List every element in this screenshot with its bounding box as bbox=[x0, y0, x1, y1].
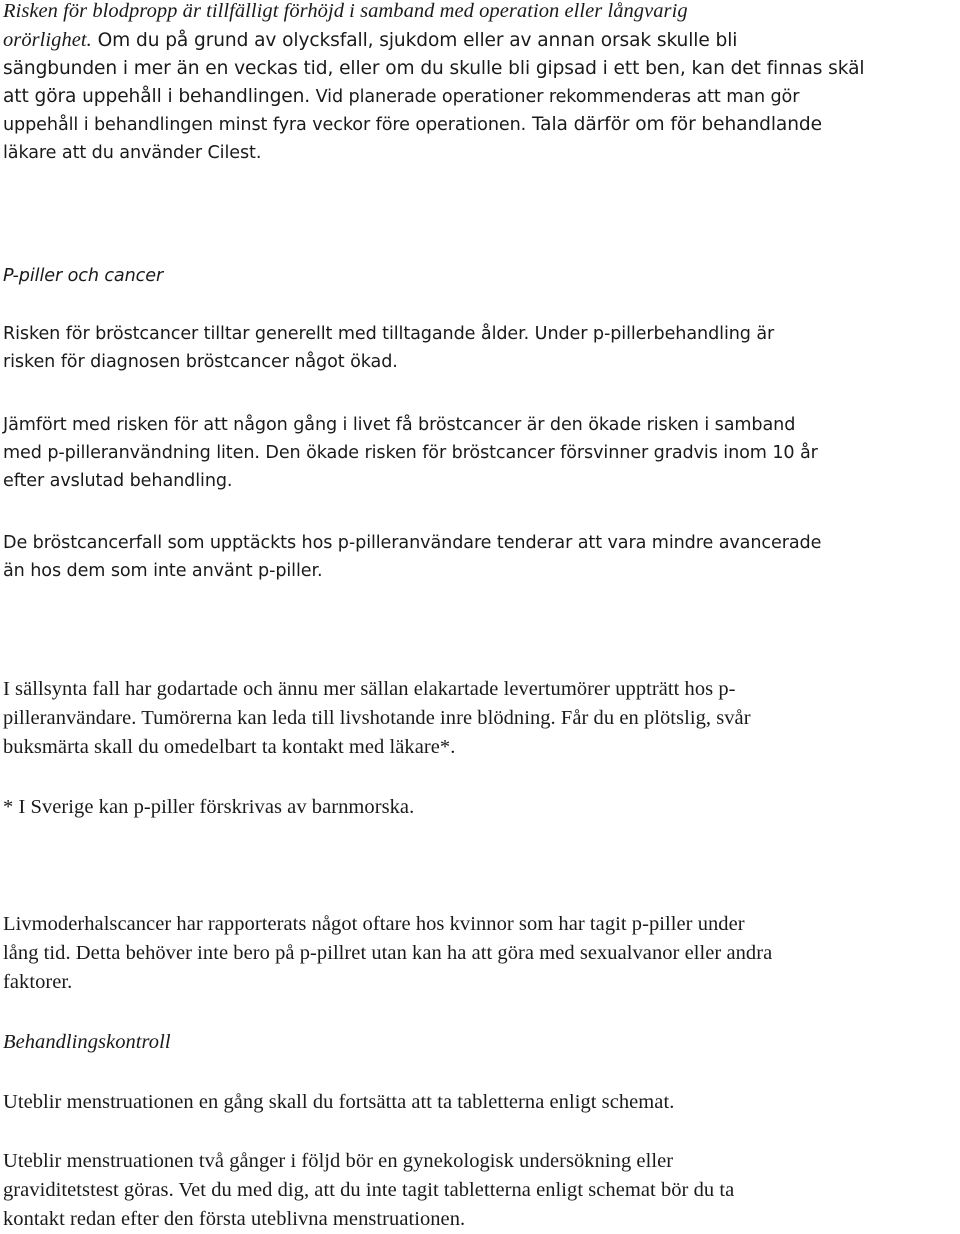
cancer-paragraph-1 bbox=[3, 320, 955, 376]
cervical-line-3: faktorer. bbox=[3, 971, 73, 993]
intro-line-2 bbox=[3, 26, 955, 55]
cancer-paragraph-2 bbox=[3, 411, 955, 495]
intro-line-5 bbox=[3, 111, 955, 139]
control-p2-line-1: Uteblir menstruationen två gånger i följd bör en gynekologisk undersökning eller bbox=[3, 1150, 674, 1172]
cervical-line-1: Livmoderhalscancer har rapporterats något oftare hos kvinnor som har tagit p-piller under bbox=[3, 913, 745, 935]
intro-line-5-rest: Tala därför om för behandlande bbox=[526, 114, 822, 135]
intro-line-6: läkare att du använder Cilest. bbox=[3, 143, 262, 163]
cervical-line-2: lång tid. Detta behöver inte bero på p-pillret utan kan ha att göra med sexualvanor eller andra bbox=[3, 942, 773, 964]
cancer-p1-line-2: risken för diagnosen bröstcancer något ökad. bbox=[3, 352, 398, 372]
cervical-paragraph bbox=[3, 910, 955, 997]
cancer-p3-line-2: än hos dem som inte använt p-piller. bbox=[3, 561, 323, 581]
cancer-p1-line-1-start: Risken för bröstcancer tilltar generellt med tilltagande ålder. bbox=[3, 324, 530, 344]
cancer-p2-line-2-rest: Den ökade risken för bröstcancer försvinner gradvis inom 10 år bbox=[259, 443, 818, 463]
intro-paragraph bbox=[3, 0, 955, 167]
section-heading-control: Behandlingskontroll bbox=[3, 1031, 171, 1053]
section-heading-cancer: P-piller och cancer bbox=[3, 266, 164, 286]
cancer-p2-line-1: Jämfört med risken för att någon gång i livet få bröstcancer är den ökade risken i samband bbox=[3, 415, 796, 435]
cancer-p1-line-1-rest: Under p-pillerbehandling är bbox=[529, 324, 775, 344]
cancer-p2-line-3: efter avslutad behandling. bbox=[3, 471, 233, 491]
liver-paragraph bbox=[3, 675, 955, 762]
intro-line-4 bbox=[3, 83, 955, 111]
control-p2-line-2: graviditetstest göras. Vet du med dig, att du inte tagit tabletterna enligt schemat bör du ta bbox=[3, 1179, 735, 1201]
intro-line-4-rest: Vid planerade operationer rekommenderas att man gör bbox=[310, 87, 800, 107]
cancer-p3-line-1: De bröstcancerfall som upptäckts hos p-pilleranvändare tenderar att vara mindre avancerade bbox=[3, 533, 822, 553]
intro-line-5-start: uppehåll i behandlingen minst fyra veckor före operationen. bbox=[3, 115, 527, 135]
liver-line-1: I sällsynta fall har godartade och ännu mer sällan elakartade levertumörer uppträtt hos p- bbox=[3, 678, 736, 700]
control-paragraph-1: Uteblir menstruationen en gång skall du fortsätta att ta tabletterna enligt schemat. bbox=[3, 1091, 675, 1113]
cancer-p1-line-1 bbox=[3, 320, 955, 348]
cancer-p2-line-2 bbox=[3, 439, 955, 467]
intro-line-4-start: att göra uppehåll i behandlingen. bbox=[3, 86, 311, 107]
cancer-p2-line-2-start: med p-pilleranvändning liten. bbox=[3, 443, 260, 463]
liver-line-3: buksmärta skall du omedelbart ta kontakt med läkare*. bbox=[3, 736, 456, 758]
liver-line-2: pilleranvändare. Tumörerna kan leda till livshotande inre blödning. Får du en plötslig, svår bbox=[3, 707, 751, 729]
liver-footnote: * I Sverige kan p-piller förskrivas av barnmorska. bbox=[3, 796, 415, 818]
intro-line-1: Risken för blodpropp är tillfälligt förhöjd i samband med operation eller långvarig bbox=[3, 0, 688, 22]
control-paragraph-2 bbox=[3, 1147, 955, 1234]
intro-line-3: sängbunden i mer än en veckas tid, eller om du skulle bli gipsad i ett ben, kan det finnas skäl bbox=[3, 58, 865, 79]
intro-line-2-italic: orörlighet. bbox=[3, 29, 92, 51]
cancer-paragraph-3 bbox=[3, 529, 955, 585]
intro-line-2-rest: Om du på grund av olycksfall, sjukdom eller av annan orsak skulle bli bbox=[91, 30, 738, 51]
control-p2-line-3: kontakt redan efter den första uteblivna menstruationen. bbox=[3, 1208, 466, 1230]
